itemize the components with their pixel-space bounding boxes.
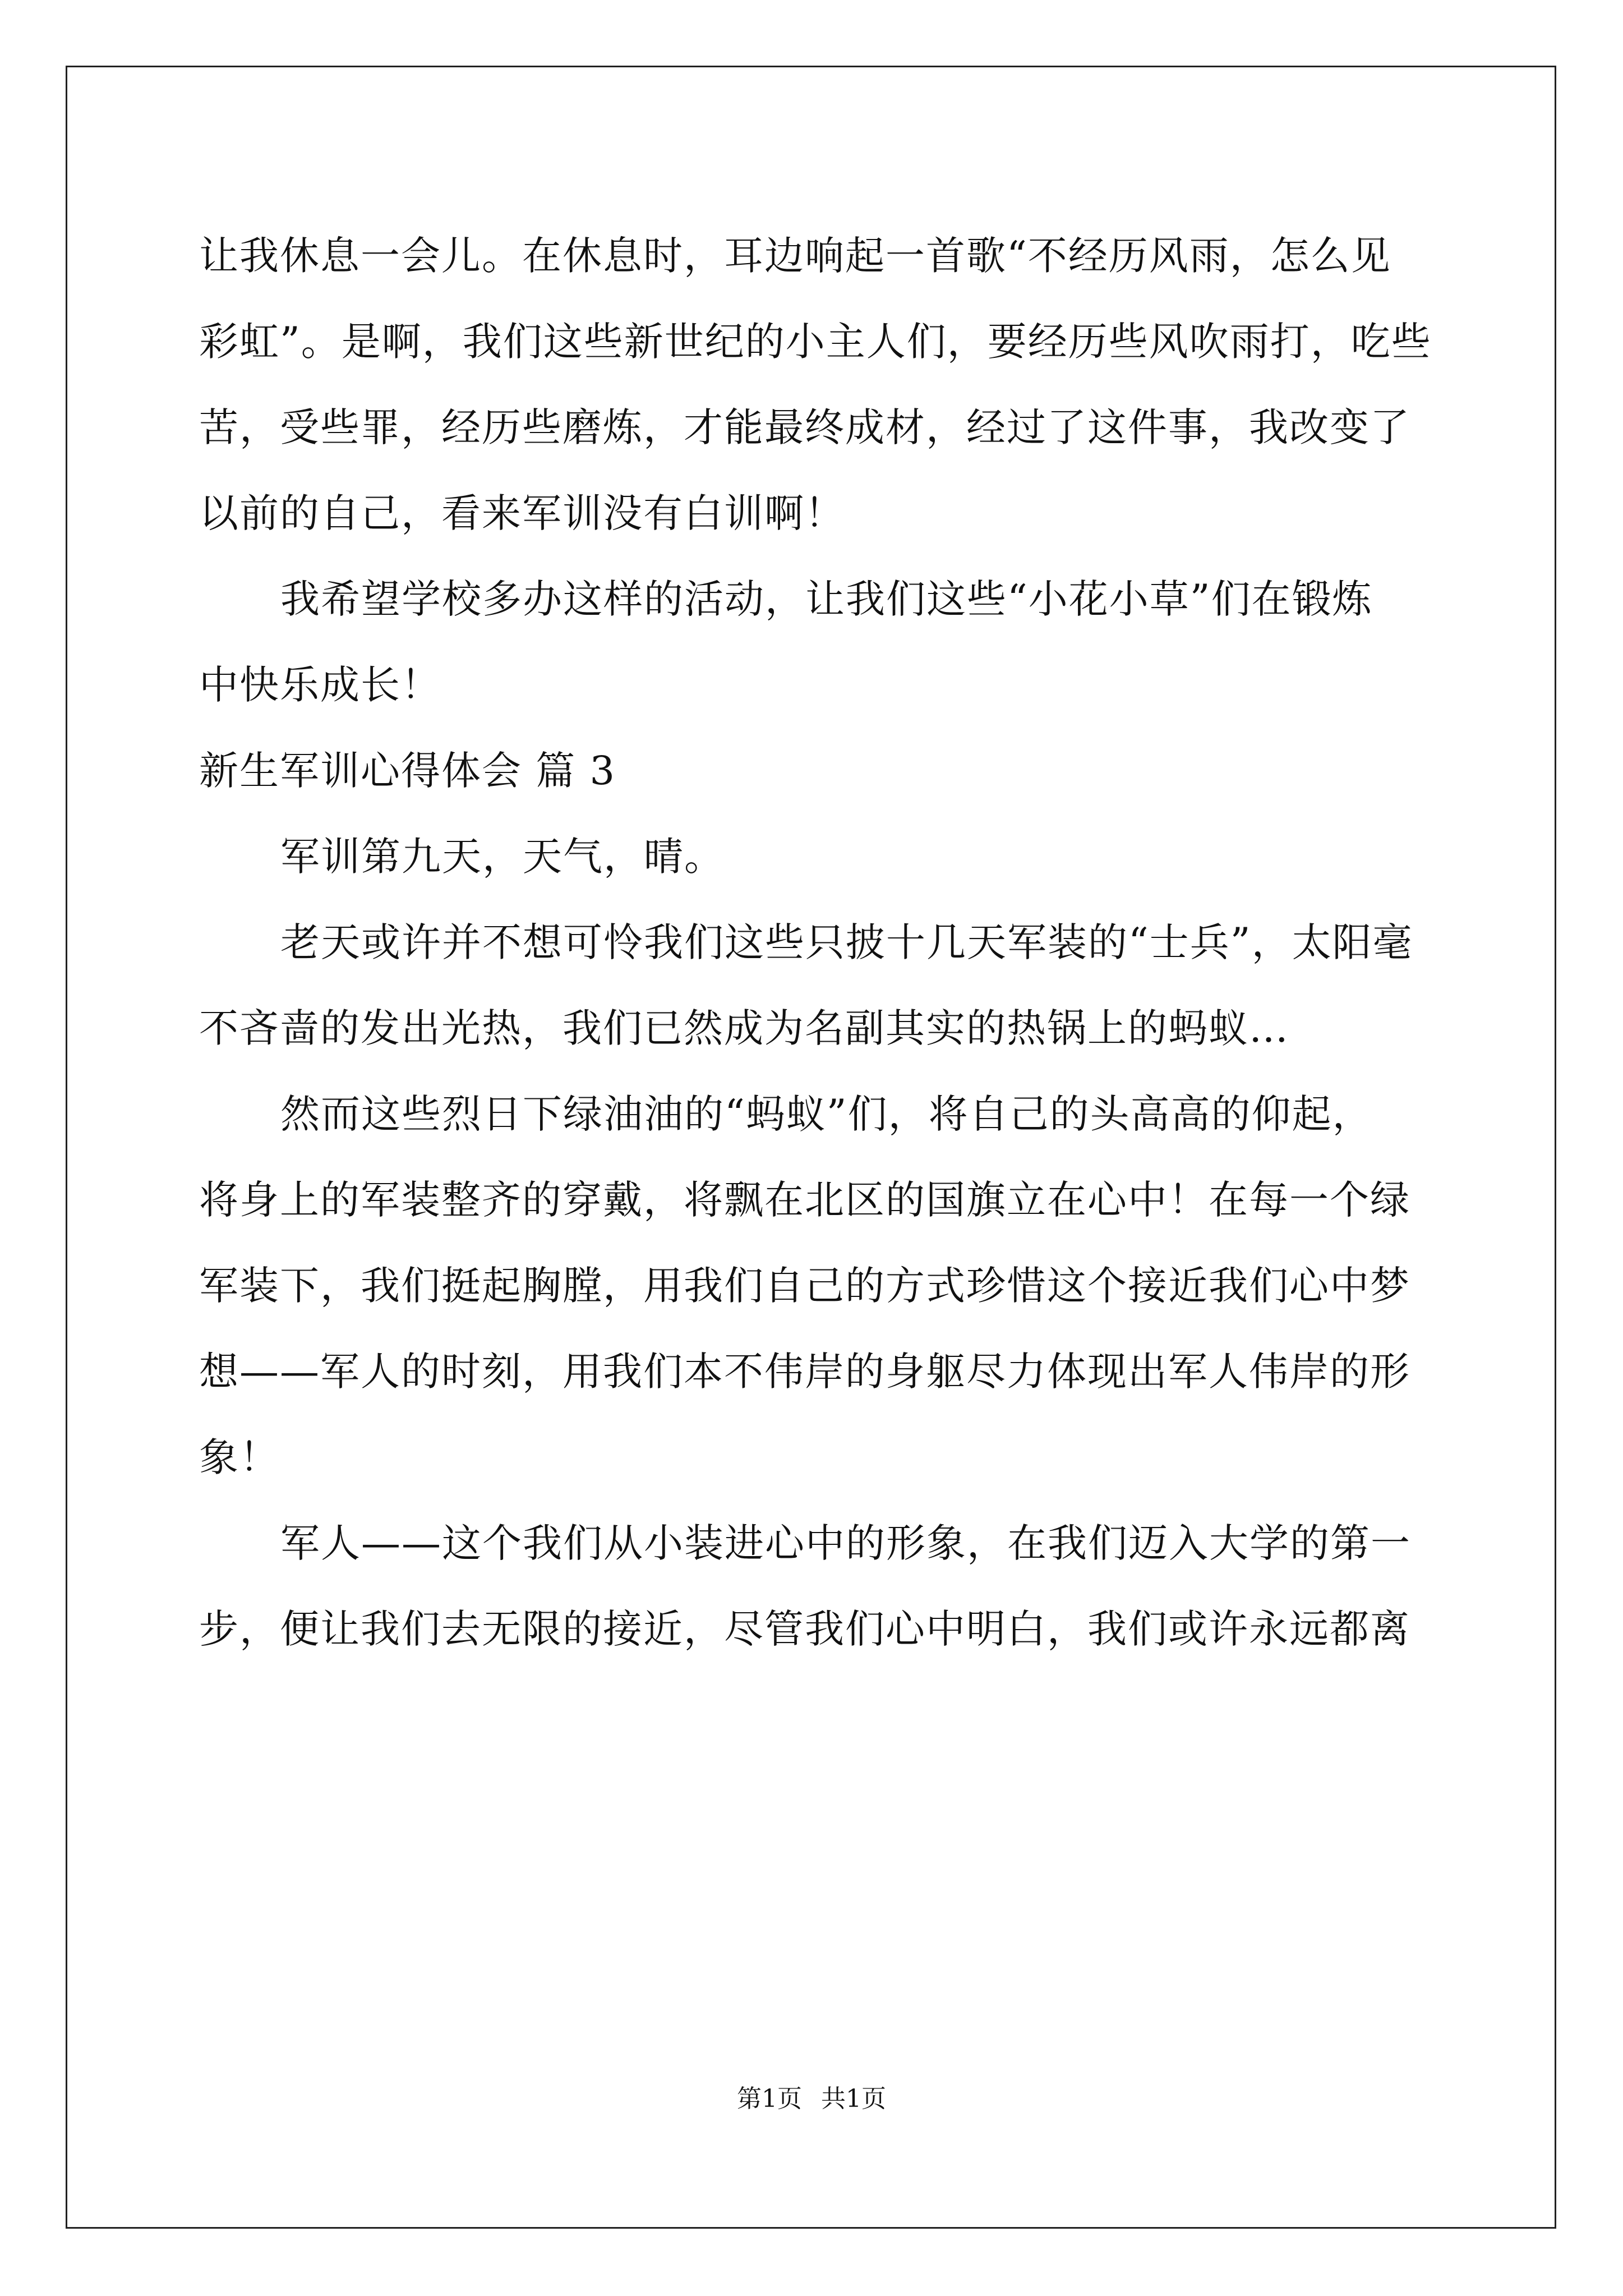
text-line: 苦，受些罪，经历些磨炼，才能最终成材，经过了这件事，我改变了 [199, 404, 1410, 450]
text-line: 军装下，我们挺起胸膛，用我们自己的方式珍惜这个接近我们心中梦 [199, 1263, 1410, 1309]
text-line: 军人——这个我们从小装进心中的形象，在我们迈入大学的第一 [280, 1520, 1411, 1566]
text-line: 步，便让我们去无限的接近，尽管我们心中明白，我们或许永远都离 [199, 1606, 1410, 1652]
text-line: 军训第九天，天气，晴。 [280, 834, 725, 880]
text-line: 我希望学校多办这样的活动，让我们这些“小花小草”们在锻炼 [280, 576, 1373, 622]
text-line: 象！ [199, 1434, 280, 1480]
text-line: 不吝啬的发出光热，我们已然成为名副其实的热锅上的蚂蚁… [199, 1005, 1289, 1051]
text-line: 然而这些烈日下绿油油的“蚂蚁”们，将自己的头高高的仰起， [280, 1091, 1373, 1137]
text-line: 中快乐成长！ [199, 662, 441, 708]
page-footer [0, 2082, 1623, 2116]
text-line: 老天或许并不想可怜我们这些只披十几天军装的“士兵”，太阳毫 [280, 919, 1413, 965]
section-heading: 新生军训心得体会 篇 3 [199, 748, 616, 794]
text-line: 想——军人的时刻，用我们本不伟岸的身躯尽力体现出军人伟岸的形 [199, 1349, 1410, 1395]
text-line: 以前的自己，看来军训没有白训啊！ [199, 490, 845, 536]
page-total: 共1页 [821, 2085, 886, 2113]
text-line: 让我休息一会儿。在休息时，耳边响起一首歌“不经历风雨，怎么见 [199, 233, 1391, 279]
page-number: 第1页 [737, 2085, 802, 2113]
text-line: 彩虹”。是啊，我们这些新世纪的小主人们，要经历些风吹雨打，吃些 [199, 319, 1432, 365]
document-body [199, 213, 1432, 1672]
text-line: 将身上的军装整齐的穿戴，将飘在北区的国旗立在心中！在每一个绿 [199, 1177, 1410, 1223]
